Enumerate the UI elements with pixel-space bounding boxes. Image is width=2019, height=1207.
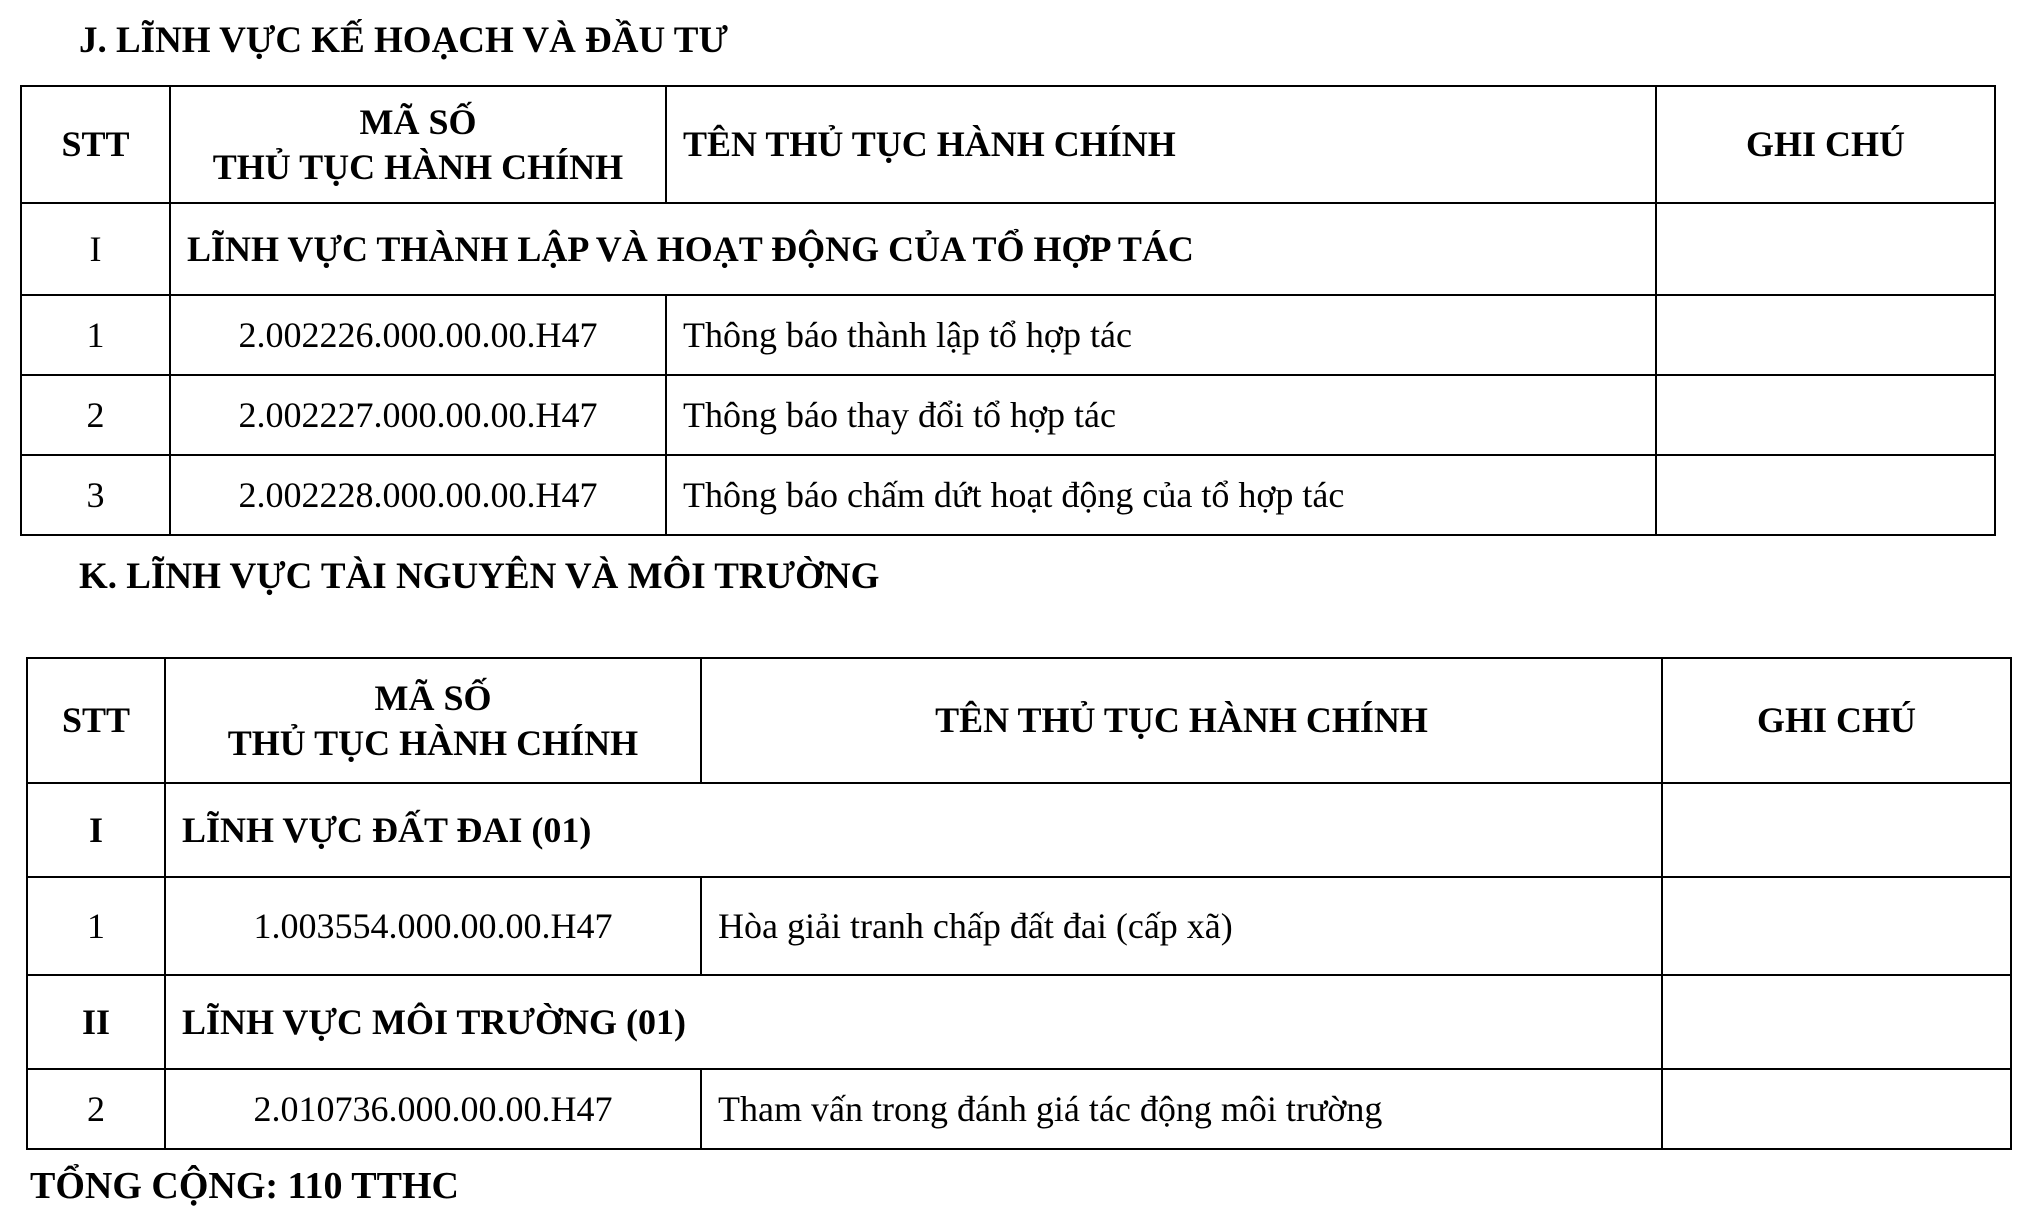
row-note	[1662, 877, 2011, 975]
group-note	[1656, 203, 1995, 295]
header-stt: STT	[27, 658, 165, 783]
group-note	[1662, 975, 2011, 1069]
row-stt: 1	[21, 295, 170, 375]
row-code: 2.002227.000.00.00.H47	[170, 375, 666, 455]
group-stt: I	[27, 783, 165, 877]
group-row	[21, 203, 1995, 295]
row-note	[1656, 455, 1995, 535]
group-row	[27, 975, 2011, 1069]
header-code-line1: MÃ SỐ	[359, 101, 477, 142]
row-name: Hòa giải tranh chấp đất đai (cấp xã)	[701, 877, 1662, 975]
row-stt: 2	[27, 1069, 165, 1149]
row-code: 2.002228.000.00.00.H47	[170, 455, 666, 535]
header-stt: STT	[21, 86, 170, 203]
section-k-table	[26, 657, 2012, 1150]
header-note: GHI CHÚ	[1662, 658, 2011, 783]
section-j-heading: J. LĨNH VỰC KẾ HOẠCH VÀ ĐẦU TƯ	[79, 20, 728, 61]
row-code: 1.003554.000.00.00.H47	[165, 877, 701, 975]
group-stt: I	[21, 203, 170, 295]
row-note	[1662, 1069, 2011, 1149]
table-header-row	[27, 658, 2011, 783]
section-j-table	[20, 85, 1996, 536]
group-title: LĨNH VỰC MÔI TRƯỜNG (01)	[165, 975, 1662, 1069]
row-name: Thông báo thay đổi tổ hợp tác	[666, 375, 1656, 455]
table-header-row	[21, 86, 1995, 203]
row-name: Thông báo chấm dứt hoạt động của tổ hợp tác	[666, 455, 1656, 535]
row-stt: 1	[27, 877, 165, 975]
header-name: TÊN THỦ TỤC HÀNH CHÍNH	[701, 658, 1662, 783]
table-row	[27, 1069, 2011, 1149]
table-row	[21, 375, 1995, 455]
table-row	[27, 877, 2011, 975]
header-code-line2: THỦ TỤC HÀNH CHÍNH	[212, 146, 624, 187]
row-name: Tham vấn trong đánh giá tác động môi trường	[701, 1069, 1662, 1149]
header-code	[165, 658, 701, 783]
table-row	[21, 455, 1995, 535]
group-title: LĨNH VỰC ĐẤT ĐAI (01)	[165, 783, 1662, 877]
section-k-heading: K. LĨNH VỰC TÀI NGUYÊN VÀ MÔI TRƯỜNG	[79, 556, 880, 597]
header-code	[170, 86, 666, 203]
row-note	[1656, 295, 1995, 375]
group-row	[27, 783, 2011, 877]
header-code-line1: MÃ SỐ	[374, 677, 492, 718]
header-code-line2: THỦ TỤC HÀNH CHÍNH	[227, 722, 639, 763]
group-title: LĨNH VỰC THÀNH LẬP VÀ HOẠT ĐỘNG CỦA TỔ HỢP TÁC	[170, 203, 1656, 295]
header-note: GHI CHÚ	[1656, 86, 1995, 203]
group-note	[1662, 783, 2011, 877]
row-name: Thông báo thành lập tổ hợp tác	[666, 295, 1656, 375]
row-code: 2.010736.000.00.00.H47	[165, 1069, 701, 1149]
row-stt: 3	[21, 455, 170, 535]
group-stt: II	[27, 975, 165, 1069]
table-row	[21, 295, 1995, 375]
row-note	[1656, 375, 1995, 455]
header-name: TÊN THỦ TỤC HÀNH CHÍNH	[666, 86, 1656, 203]
total-count: TỔNG CỘNG: 110 TTHC	[30, 1165, 459, 1207]
row-stt: 2	[21, 375, 170, 455]
row-code: 2.002226.000.00.00.H47	[170, 295, 666, 375]
